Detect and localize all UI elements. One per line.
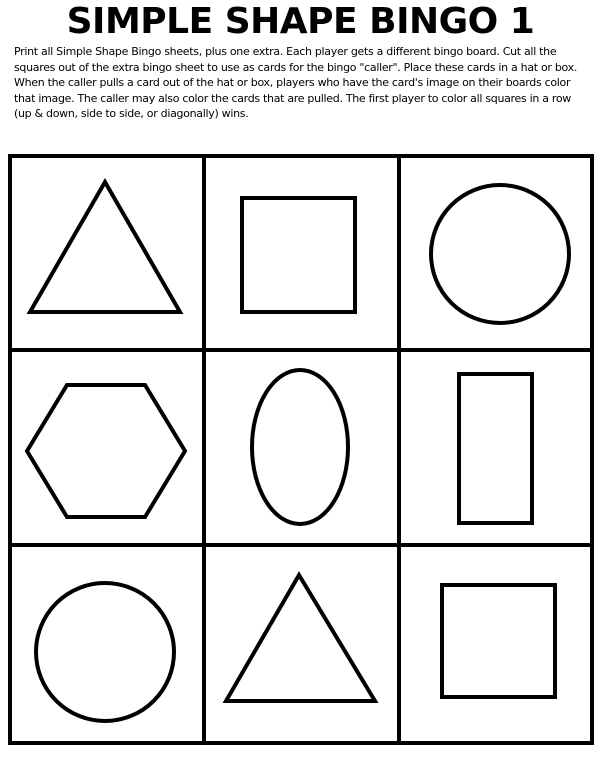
instructions-text: Print all Simple Shape Bingo sheets, plus one extra. Each player gets a different bingo board. Cut all the squares out of the extra bingo sheet to use as cards for the bingo "caller". Place these cards in a hat or box. When the caller pulls a card out of the hat or box, players who have the card's image on their boards color that image. The caller may also color the cards that are pulled. The first player to color all squares in a row (up & down, side to side, or diagonally) wins. (14, 45, 578, 121)
board-border (10, 156, 592, 743)
bingo-board (8, 154, 594, 745)
worksheet-title: SIMPLE SHAPE BINGO 1 (66, 1, 535, 42)
bingo-board-svg (8, 154, 594, 745)
